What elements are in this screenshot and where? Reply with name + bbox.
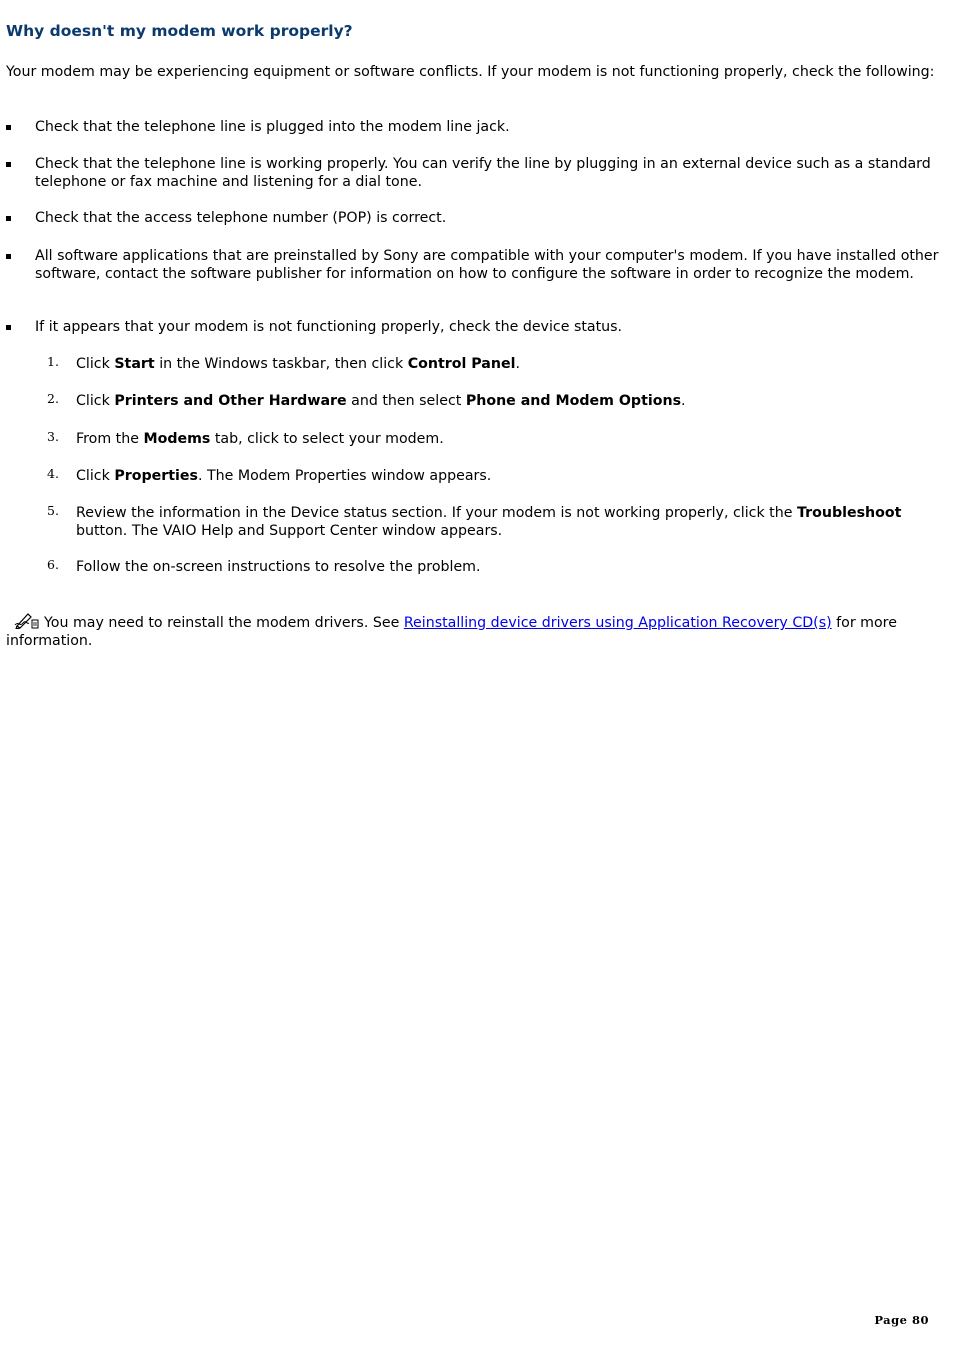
note-pen-icon <box>14 611 40 629</box>
bullet-icon <box>6 162 11 167</box>
intro-paragraph: Your modem may be experiencing equipment or software conflicts. If your modem is not functioning properly, check the following: <box>6 64 935 80</box>
step-number: 2. <box>47 391 59 406</box>
bullet-icon <box>6 325 11 330</box>
note-paragraph: You may need to reinstall the modem drivers. See Reinstalling device drivers using Application Recovery CD(s) for more information. <box>6 611 948 650</box>
page-title: Why doesn't my modem work properly? <box>6 22 353 40</box>
step-number: 5. <box>47 503 59 518</box>
page-number: Page 80 <box>874 1313 929 1327</box>
bullet-icon <box>6 125 11 130</box>
step-number: 1. <box>47 354 59 369</box>
step-number: 6. <box>47 557 59 572</box>
step-number: 3. <box>47 429 59 444</box>
bullet-icon <box>6 254 11 259</box>
bullet-icon <box>6 216 11 221</box>
reinstall-drivers-link[interactable]: Reinstalling device drivers using Application Recovery CD(s) <box>403 615 832 631</box>
step-number: 4. <box>47 466 59 481</box>
